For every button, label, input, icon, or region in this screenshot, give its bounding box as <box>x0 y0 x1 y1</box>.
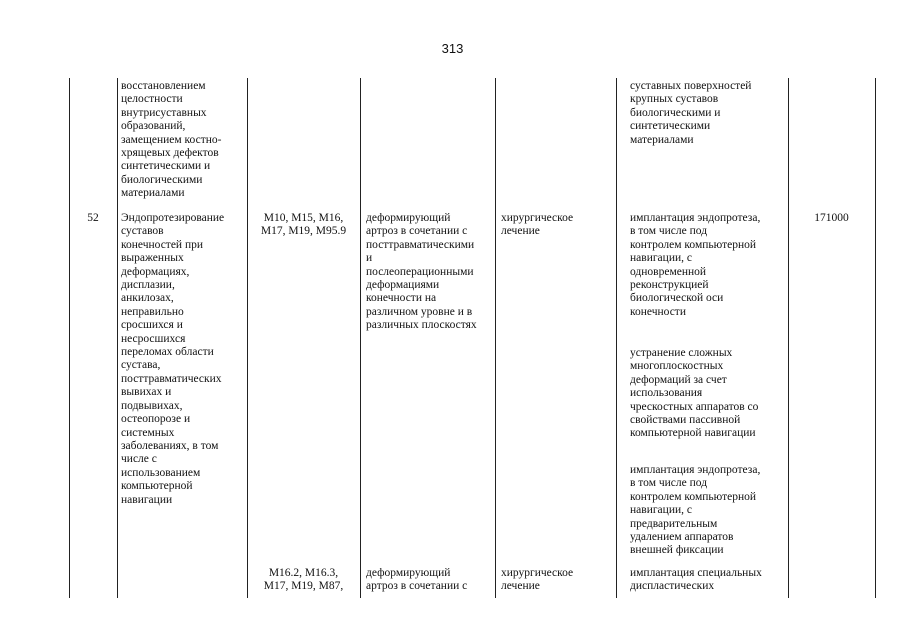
procedure-name: Эндопротезирование суставов конечностей при выраженных деформациях, дисплазии, анкилозах, неправильно сросшихся и несросшихся переломах области сустава, посттравматических вывихах и подвывихах, остеопорозе и системных заболеваниях, в том числе с использованием компьютерной навигации <box>121 212 225 506</box>
diagnosis-codes-1: M10, M15, M16, M17, M19, M95.9 <box>260 212 347 238</box>
treatment-type-2: хирургическое лечение <box>501 567 574 593</box>
procedure-name-continued: восстановлением целостности внутрисуставных образований, замещением костно- хрящевых дефектов синтетическими и биологическими материалами <box>121 80 222 200</box>
column-divider-codes <box>360 78 361 598</box>
page-number: 313 <box>441 41 464 56</box>
table-border-left <box>69 78 70 598</box>
column-divider-name <box>247 78 248 598</box>
diagnosis-codes-2: M16.2, M16.3, M17, M19, M87, <box>263 567 344 593</box>
patient-model-1: деформирующий артроз в сочетании с посттравматическими и послеоперационными деформациями конечности на различном уровне и в различных плоскостях <box>366 212 477 332</box>
treatment-method-3: имплантация эндопротеза, в том числе под контролем компьютерной навигации, с предварительным удалением аппаратов внешней фиксации <box>630 464 761 557</box>
column-divider-number <box>117 78 118 598</box>
cost-value: 171000 <box>814 212 849 224</box>
row-number: 52 <box>87 212 99 224</box>
column-divider-model <box>495 78 496 598</box>
treatment-type-1: хирургическое лечение <box>501 212 574 238</box>
treatment-method-1: имплантация эндопротеза, в том числе под контролем компьютерной навигации, с одновременной реконструкцией биологической оси конечности <box>630 212 761 318</box>
treatment-method-4: имплантация специальных диспластических <box>630 567 762 593</box>
treatment-method-2: устранение сложных многоплоскостных деформаций за счет использования чрескостных аппаратов со свойствами пассивной компьютерной навигации <box>630 347 759 440</box>
table-border-right <box>875 78 876 598</box>
treatment-method-continued: суставных поверхностей крупных суставов биологическими и синтетическими материалами <box>630 80 752 146</box>
patient-model-2: деформирующий артроз в сочетании с <box>366 567 468 593</box>
column-divider-treatment <box>616 78 617 598</box>
column-divider-method <box>788 78 789 598</box>
